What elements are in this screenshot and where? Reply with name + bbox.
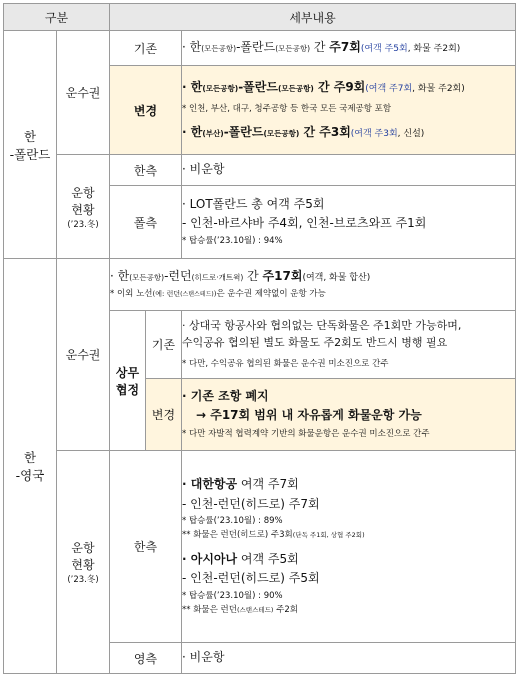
text: · 한 (182, 124, 203, 139)
text: - 인천-바르샤바 주4회, 인천-브로츠와프 주1회 (182, 216, 427, 231)
existing-label: 기존 (110, 31, 182, 66)
header-category: 구분 (4, 4, 110, 31)
ops-label-3: (’23.冬) (67, 219, 99, 230)
country-label-2: -폴란드 (9, 146, 51, 162)
poland-side-content (182, 186, 516, 259)
ops-label-2: 현황 (71, 558, 95, 572)
country-korea-uk (4, 259, 57, 674)
text: (여객 주3회 (350, 128, 398, 139)
text: 은 운수권 제약없이 운항 가능 (216, 289, 326, 300)
text: · 기존 조항 폐지 (182, 388, 269, 403)
table-row (4, 155, 516, 186)
text: * 탑승률(’23.10월) : 89% (182, 516, 283, 527)
text: 주2회 (273, 604, 298, 615)
uk-side-content: · 비운항 (182, 643, 516, 674)
text: ** 화물은 런던 (182, 604, 237, 615)
text: · LOT폴란드 총 여객 주5회 (182, 196, 325, 211)
change-content (182, 66, 516, 155)
text: (스탠스테드) (180, 291, 214, 299)
text: -런던 (164, 268, 192, 283)
text: (모든공항) (277, 83, 314, 93)
agreement-label-1: 상무 (115, 365, 140, 380)
text: · 대한항공 (182, 477, 238, 492)
text: -폴란드 (238, 79, 278, 94)
ops-label-1: 운항 (71, 541, 95, 555)
text: (여객 주7회 (365, 83, 413, 94)
text: (히드로·개트윅) (191, 272, 244, 282)
traffic-rights-label: 운수권 (57, 31, 110, 155)
text: 간 (310, 40, 330, 55)
existing-label: 기존 (146, 311, 182, 379)
uk-side-label: 영측 (110, 643, 182, 674)
text: · 한 (110, 268, 130, 283)
text: (여객 주5회 (360, 44, 408, 55)
ops-label-1: 운항 (71, 185, 95, 200)
text: 간 (243, 268, 263, 283)
text: 한 (185, 40, 202, 55)
header-details: 세부내용 (110, 4, 516, 31)
text: 수익공유 협의된 별도 화물도 주2회도 반드시 병행 필요 (182, 336, 448, 350)
agreement-table (3, 3, 516, 674)
text: * 다만, 수익공유 협의된 화물은 운수권 미소진으로 간주 (182, 358, 389, 369)
text: * 다만 자발적 협력계약 기반의 화물운항은 운수권 미소진으로 간주 (182, 429, 430, 440)
ops-label-2: 현황 (71, 202, 95, 217)
uk-change-content (182, 379, 516, 451)
text: (여객, 화물 합산) (302, 272, 371, 283)
text: · 아시아나 (182, 551, 238, 566)
table-row (4, 31, 516, 66)
korea-side-label: 한측 (110, 451, 182, 643)
text: (모든공항) (263, 128, 300, 138)
text: (모든공항) (201, 44, 237, 54)
text: 간 주3회 (299, 124, 351, 139)
text: -폴란드 (236, 40, 276, 55)
text: 주17회 (262, 268, 303, 283)
uk-existing-content (182, 311, 516, 379)
country-label-2: -영국 (15, 468, 45, 483)
text: , 화물 주2회) (412, 83, 465, 94)
text: ** 화물은 런던(히드로) 주3회 (182, 530, 293, 541)
korea-side-label: 한측 (110, 155, 182, 186)
text: (예: 런던 (152, 290, 181, 299)
text: · 상대국 항공사와 협의없는 단독화물은 주1회만 가능하며, (182, 319, 462, 333)
commercial-agreement-label (110, 311, 146, 451)
text: → 주17회 범위 내 자유롭게 화물운항 가능 (196, 408, 422, 423)
text: - 인천-런던(히드로) 주5회 (182, 571, 320, 586)
text: · 한 (182, 79, 203, 94)
agreement-label-2: 협정 (115, 382, 140, 397)
text: (부산) (202, 128, 224, 138)
text: * 탑승률(’23.10월) : 90% (182, 590, 283, 601)
traffic-rights-label: 운수권 (57, 259, 110, 451)
korea-side-content: · 비운항 (182, 155, 516, 186)
text: , 화물 주2회) (407, 44, 461, 55)
country-label: 한 (23, 450, 37, 465)
ops-label-3: (’23.冬) (67, 575, 99, 585)
text: - 인천-런던(히드로) 주7회 (182, 496, 320, 511)
change-label: 변경 (110, 66, 182, 155)
uk-rights-content (110, 259, 516, 311)
text: (스탠스테드) (236, 605, 274, 614)
text: (모든공항) (129, 272, 165, 282)
text: (모든공항) (202, 83, 239, 93)
text: * 탑승률(’23.10월) : 94% (182, 236, 283, 247)
table-row (4, 451, 516, 643)
text: (단독 주1회, 상협 주2회) (292, 531, 365, 540)
text: (모든공항) (275, 44, 311, 54)
change-note: * 인천, 부산, 대구, 청주공항 등 한국 모든 국제공항 포함 (182, 104, 392, 115)
ops-status-label (57, 155, 110, 259)
ops-status-label (57, 451, 110, 674)
text: * 이외 노선 (110, 289, 153, 300)
poland-side-label: 폴측 (110, 186, 182, 259)
country-korea-poland (4, 31, 57, 259)
text: ) (213, 290, 217, 299)
text: 여객 주5회 (237, 551, 299, 566)
existing-content (182, 31, 516, 66)
text: 주7회 (329, 40, 361, 55)
text: -폴란드 (223, 124, 264, 139)
text: , 신설) (397, 128, 425, 139)
text: 간 주9회 (313, 79, 366, 94)
table-row (4, 259, 516, 311)
uk-korea-side-content (182, 451, 516, 643)
change-label: 변경 (146, 379, 182, 451)
country-label: 한 (23, 128, 37, 144)
table-header-row (4, 4, 516, 31)
bullet: · (182, 40, 186, 55)
text: 여객 주7회 (237, 477, 299, 492)
